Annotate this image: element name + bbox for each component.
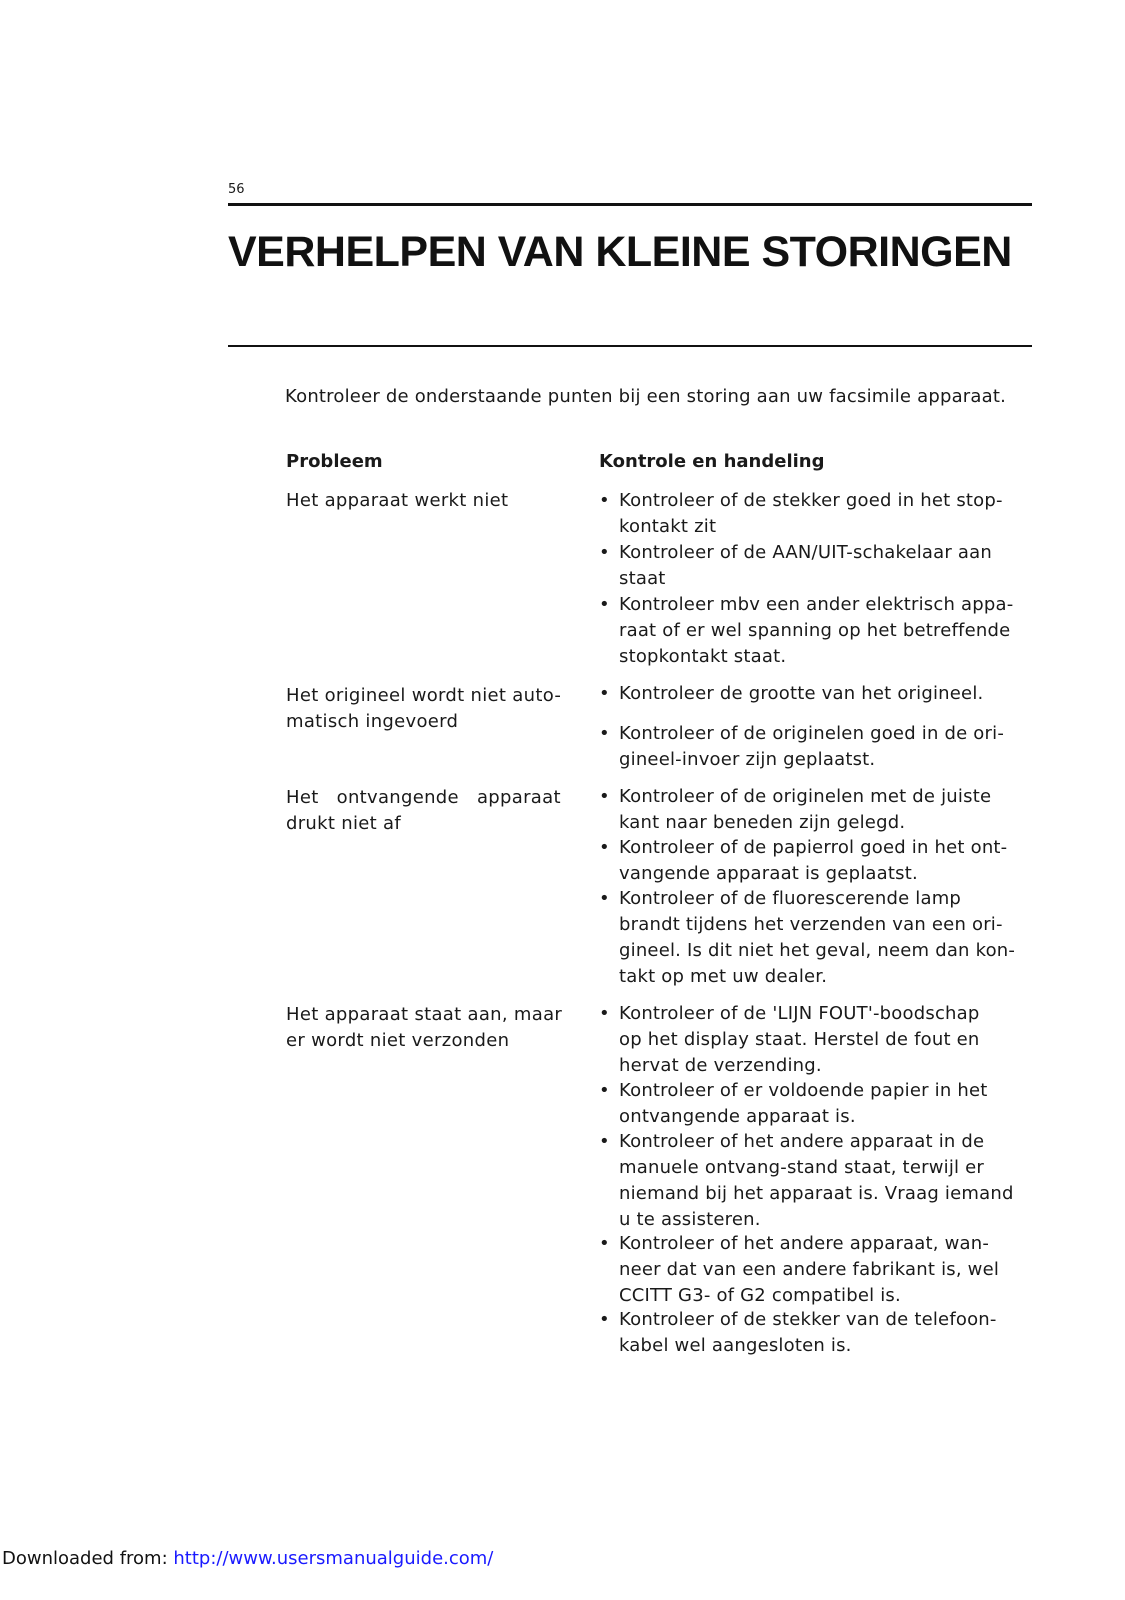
action-line: Kontroleer of de AAN/UIT-schakelaar aan [619,542,992,563]
bullet-icon: • [599,683,610,704]
action-line: CCITT G3- of G2 compatibel is. [619,1285,901,1306]
action-line: kontakt zit [619,516,717,537]
bullet-icon: • [599,1309,610,1330]
problem-line: drukt niet af [286,813,401,834]
bullet-icon: • [599,786,610,807]
bullet-icon: • [599,594,610,615]
action-line: Kontroleer of het andere apparaat in de [619,1131,985,1152]
bullet-icon: • [599,723,610,744]
page-number: 56 [228,182,245,197]
action-line: vangende apparaat is geplaatst. [619,863,918,884]
action-line: Kontroleer of de 'LIJN FOUT'-boodschap [619,1003,980,1024]
action-line: u te assisteren. [619,1209,761,1230]
problem-line: Het origineel wordt niet auto- [286,685,562,706]
action-line: kabel wel aangesloten is. [619,1335,852,1356]
problem-cell [286,683,576,735]
problem-cell [286,488,576,514]
action-line: brandt tijdens het verzenden van een ori- [619,914,1003,935]
action-line: Kontroleer of de stekker goed in het stop- [619,490,1003,511]
intro-text: Kontroleer de onderstaande punten bij een storing aan uw facsimile apparaat. [285,386,1007,407]
action-bullet [599,835,1019,887]
footer [2,1548,493,1569]
action-bullet [599,784,1019,836]
footer-label: Downloaded from: [2,1548,174,1569]
problem-cell [286,1002,576,1054]
action-line: gineel. Is dit niet het geval, neem dan kon- [619,940,1016,961]
problem-line: Het apparaat staat aan, maar [286,1004,563,1025]
problem-cell [286,785,576,837]
action-line: raat of er wel spanning op het betreffende [619,620,1011,641]
action-line: niemand bij het apparaat is. Vraag iemand [619,1183,1014,1204]
action-line: neer dat van een andere fabrikant is, wel [619,1259,1000,1280]
action-line: manuele ontvang-stand staat, terwijl er [619,1157,985,1178]
action-bullet [599,1078,1019,1130]
action-line: Kontroleer of het andere apparaat, wan- [619,1233,990,1254]
bullet-icon: • [599,1003,610,1024]
footer-link[interactable]: http://www.usersmanualguide.com/ [173,1548,494,1569]
action-bullet [599,1231,1019,1309]
column-header-problem: Probleem [286,451,383,472]
action-line: staat [619,568,666,589]
bullet-icon: • [599,542,610,563]
action-line: kant naar beneden zijn gelegd. [619,812,906,833]
action-line: stopkontakt staat. [619,646,787,667]
action-line: Kontroleer of de stekker van de telefoon- [619,1309,997,1330]
action-line: ontvangende apparaat is. [619,1106,856,1127]
action-bullet [599,886,1019,990]
column-header-action: Kontrole en handeling [599,451,825,472]
action-line: Kontroleer of de originelen met de juiste [619,786,992,807]
action-bullet [599,592,1019,670]
action-line: hervat de verzending. [619,1055,822,1076]
page-title: VERHELPEN VAN KLEINE STORINGEN [228,228,1012,276]
bullet-icon: • [599,490,610,511]
bullet-icon: • [599,1080,610,1101]
action-line: takt op met uw dealer. [619,966,828,987]
problem-line: matisch ingevoerd [286,711,459,732]
problem-line: Het ontvangende apparaat [286,787,561,808]
action-bullet [599,1129,1019,1233]
action-line: Kontroleer of de fluorescerende lamp [619,888,962,909]
action-line: Kontroleer mbv een ander elektrisch appa- [619,594,1014,615]
action-bullet [599,1001,1019,1079]
problem-line: er wordt niet verzonden [286,1030,510,1051]
action-bullet [599,540,1019,592]
action-line: Kontroleer de grootte van het origineel. [619,683,984,704]
title-rule [228,345,1032,347]
action-line: Kontroleer of er voldoende papier in het [619,1080,988,1101]
action-line: gineel-invoer zijn geplaatst. [619,749,876,770]
action-line: op het display staat. Herstel de fout en [619,1029,980,1050]
action-bullet [599,488,1019,540]
action-bullet [599,1307,1019,1359]
action-bullet [599,681,1019,707]
action-line: Kontroleer of de originelen goed in de ori- [619,723,1005,744]
bullet-icon: • [599,1131,610,1152]
bullet-icon: • [599,1233,610,1254]
action-bullet [599,721,1019,773]
top-rule [228,203,1032,206]
problem-line: Het apparaat werkt niet [286,490,509,511]
bullet-icon: • [599,837,610,858]
bullet-icon: • [599,888,610,909]
action-line: Kontroleer of de papierrol goed in het ont- [619,837,1008,858]
